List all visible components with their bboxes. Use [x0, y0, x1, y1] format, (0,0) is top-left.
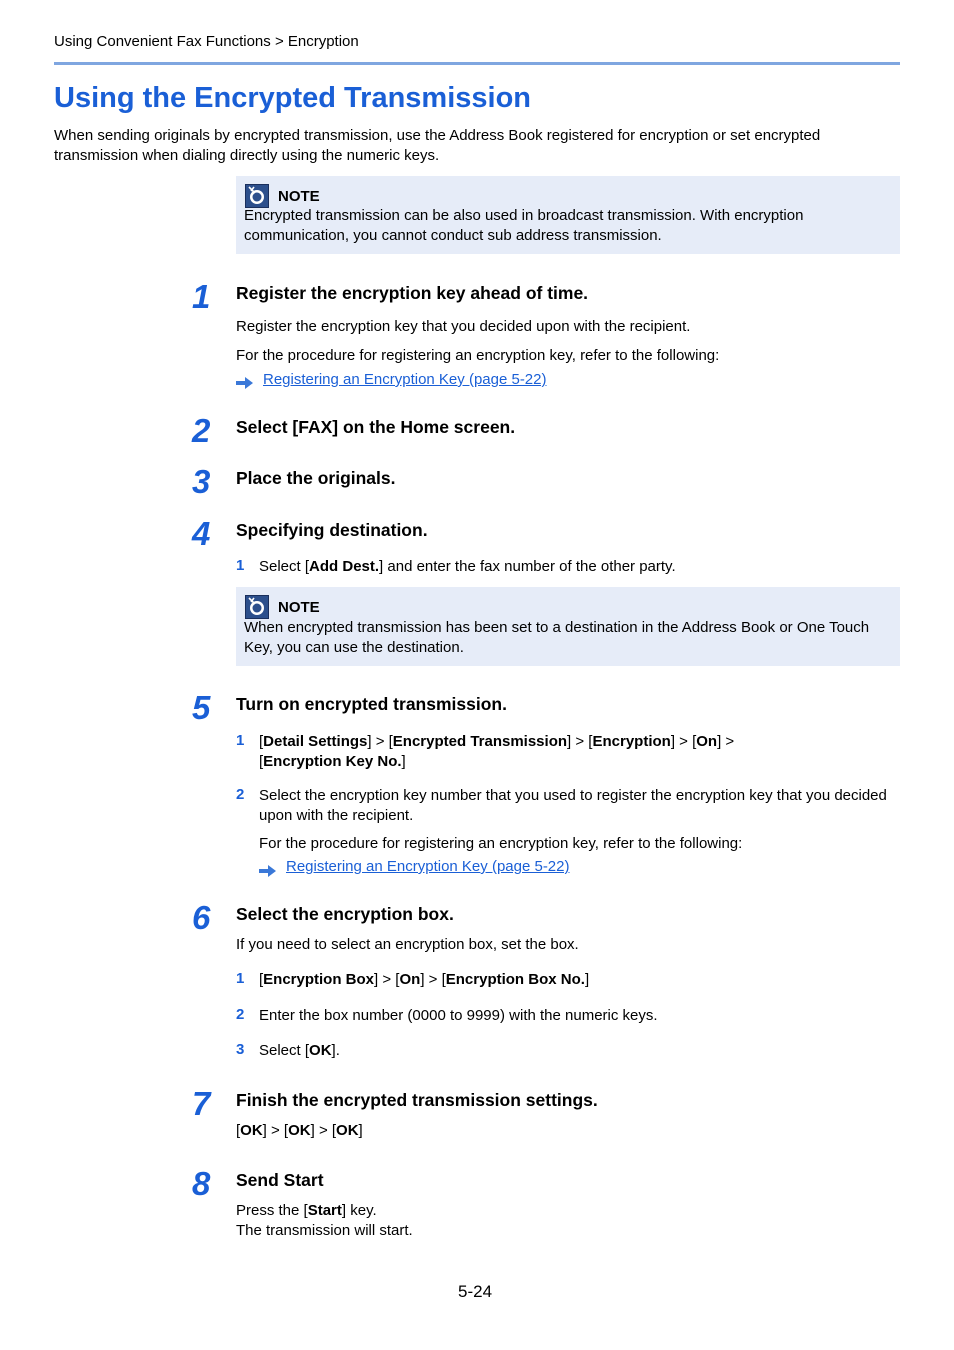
step-number: 4 [192, 515, 211, 552]
substep-text: [Encryption Box] > [On] > [Encryption Box No.] [259, 971, 590, 988]
substep-number: 1 [236, 970, 245, 987]
note-text: When encrypted transmission has been set to a destination in the Address Book or One Touch Key, you can use the destination. [244, 619, 870, 656]
note-icon [245, 184, 269, 208]
substep-text: For the procedure for registering an encryption key, refer to the following: [259, 835, 743, 852]
step-number: 5 [192, 689, 211, 726]
step-number: 2 [192, 412, 211, 449]
step-text: For the procedure for registering an encryption key, refer to the following: [236, 347, 720, 364]
step-text: If you need to select an encryption box, set the box. [236, 936, 579, 953]
note-icon [245, 595, 269, 619]
step-number: 6 [192, 899, 211, 936]
step-text: Press the [Start] key. The transmission will start. [236, 1202, 413, 1239]
note-box [236, 176, 900, 254]
step-title: Send Start [236, 1170, 324, 1190]
note-label: NOTE [278, 598, 320, 616]
step-number: 8 [192, 1165, 211, 1202]
step-title: Finish the encrypted transmission settings. [236, 1090, 598, 1110]
substep-number: 3 [236, 1041, 245, 1058]
step-number: 7 [192, 1085, 211, 1122]
step-number: 1 [192, 278, 211, 315]
arrow-right-icon [259, 864, 277, 878]
step-title: Specifying destination. [236, 520, 428, 540]
substep-text: Select [Add Dest.] and enter the fax number of the other party. [259, 558, 676, 575]
substep-number: 2 [236, 1006, 245, 1023]
step-title: Turn on encrypted transmission. [236, 694, 507, 714]
step-text: [OK] > [OK] > [OK] [236, 1122, 363, 1139]
note-text: Encrypted transmission can be also used in broadcast transmission. With encryption communication, you cannot conduct sub address transmission. [244, 207, 804, 244]
step-number: 3 [192, 463, 211, 500]
link-encryption-key[interactable]: Registering an Encryption Key (page 5-22) [263, 371, 547, 388]
substep-number: 2 [236, 786, 245, 803]
step-title: Register the encryption key ahead of time. [236, 283, 589, 303]
page-number: 5-24 [458, 1282, 493, 1301]
substep-number: 1 [236, 732, 245, 749]
header-rule [54, 62, 900, 65]
intro-paragraph: When sending originals by encrypted transmission, use the Address Book registered for encryption or set encrypted transmission when dialing directly using the numeric keys. [54, 127, 821, 164]
substep-text: Select [OK]. [259, 1042, 340, 1059]
substep-text: [Detail Settings] > [Encrypted Transmission] > [Encryption] > [On] > [Encryption Key No.] [259, 733, 735, 770]
step-text: Register the encryption key that you decided upon with the recipient. [236, 318, 691, 335]
breadcrumb: Using Convenient Fax Functions > Encryption [54, 33, 359, 50]
link-encryption-key[interactable]: Registering an Encryption Key (page 5-22) [286, 858, 570, 875]
step-title: Place the originals. [236, 468, 396, 488]
substep-text: Enter the box number (0000 to 9999) with the numeric keys. [259, 1007, 658, 1024]
page-title: Using the Encrypted Transmission [54, 82, 531, 114]
substep-text: Select the encryption key number that you used to register the encryption key that you decided upon with the recipient. [259, 787, 887, 824]
step-title: Select the encryption box. [236, 904, 454, 924]
note-box [236, 587, 900, 666]
step-title: Select [FAX] on the Home screen. [236, 417, 516, 437]
arrow-right-icon [236, 376, 254, 390]
substep-number: 1 [236, 557, 245, 574]
note-label: NOTE [278, 187, 320, 205]
